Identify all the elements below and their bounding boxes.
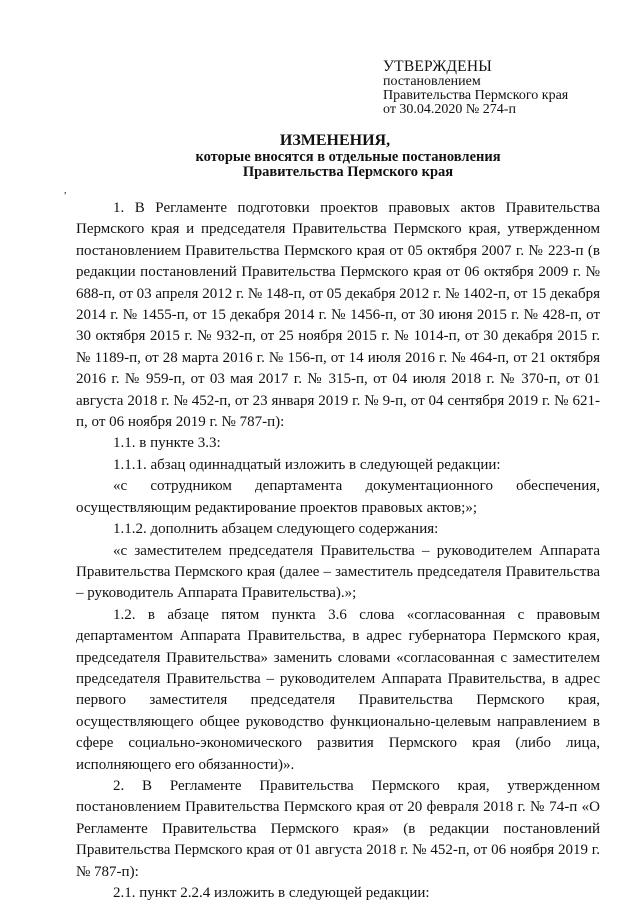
approval-title: УТВЕРЖДЕНЫ [383,58,492,75]
paragraph-1-2: 1.2. в абзаце пятом пункта 3.6 слова «согласованная с правовым департаментом Аппарата Правительства, в адрес губернатора Пермского края, председателя Правительства» заменить словами «согласованная с заместителем председателя Правительства – руководителем Аппарата Правительства, в адрес первого заместителя председателя Правительства Пермского края, осуществляющего общее руководство функционально-целевым направлением в сфере социально-экономического развития Пермского края (либо лица, исполняющего его обязанности)». [76,606,600,773]
document-body [76,198,600,904]
paragraph-2-1: 2.1. пункт 2.2.4 изложить в следующей редакции: [113,885,430,901]
approval-line-1: постановлением [383,74,481,89]
stray-mark: , [64,185,67,196]
document-heading [0,131,640,180]
paragraph-2: 2. В Регламенте Правительства Пермского края, утвержденном постановлением Правительства Пермского края от 20 февраля 2018 г. № 74-п «О Регламенте Правительства Пермского края» (в редакции постановлений Правительства Пермского края от 01 августа 2018 г. № 452-п, от 06 ноября 2019 г. № 787-п): [76,777,600,880]
paragraph-1-1-2: 1.1.2. дополнить абзацем следующего содержания: [113,521,439,538]
document-subtitle-line-1: которые вносятся в отдельные постановления [195,149,501,165]
approval-stamp [383,58,623,117]
approval-line-2: Правительства Пермского края [383,88,569,103]
paragraph-1-1: 1.1. в пункте 3.3: [113,435,221,452]
approval-line-3: от 30.04.2020 № 274-п [383,102,516,117]
paragraph-1: 1. В Регламенте подготовки проектов правовых актов Правительства Пермского края и председателя Правительства Пермского края, утвержденном постановлением Правительства Пермского края от 05 октября 2007 г. № 223-п (в редакции постановлений Правительства Пермского края от 06 октября 2009 г. № 688-п, от 03 апреля 2012 г. № 148-п, от 05 декабря 2012 г. № 1402-п, от 15 декабря 2014 г. № 1455-п, от 15 декабря 2014 г. № 1456-п, от 30 июня 2015 г. № 428-п, от 30 октября 2015 г. № 932-п, от 25 ноября 2015 г. № 1014-п, от 30 декабря 2015 г. № 1189-п, от 28 марта 2016 г. № 156-п, от 14 июля 2016 г. № 464-п, от 21 октября 2016 г. № 959-п, от 03 мая 2017 г. № 315-п, от 04 июля 2018 г. № 370-п, от 01 августа 2018 г. № 452-п, от 23 января 2019 г. № 9-п, от 04 сентября 2019 г. № 621-п, от 06 ноября 2019 г. № 787-п): [76,200,600,431]
document-subtitle-line-2: Правительства Пермского края [242,164,454,180]
document-title: ИЗМЕНЕНИЯ, [279,132,391,149]
paragraph-1-1-1: 1.1.1. абзац одиннадцатый изложить в следующей редакции: [113,456,501,473]
paragraph-quote-2: «с заместителем председателя Правительства – руководителем Аппарата Правительства Пермского края (далее – заместитель председателя Правительства – руководитель Аппарата Правительства).»; [76,542,600,602]
paragraph-quote-1: «с сотрудником департамента документационного обеспечения, осуществляющим редактирование проектов правовых актов;»; [76,478,600,516]
